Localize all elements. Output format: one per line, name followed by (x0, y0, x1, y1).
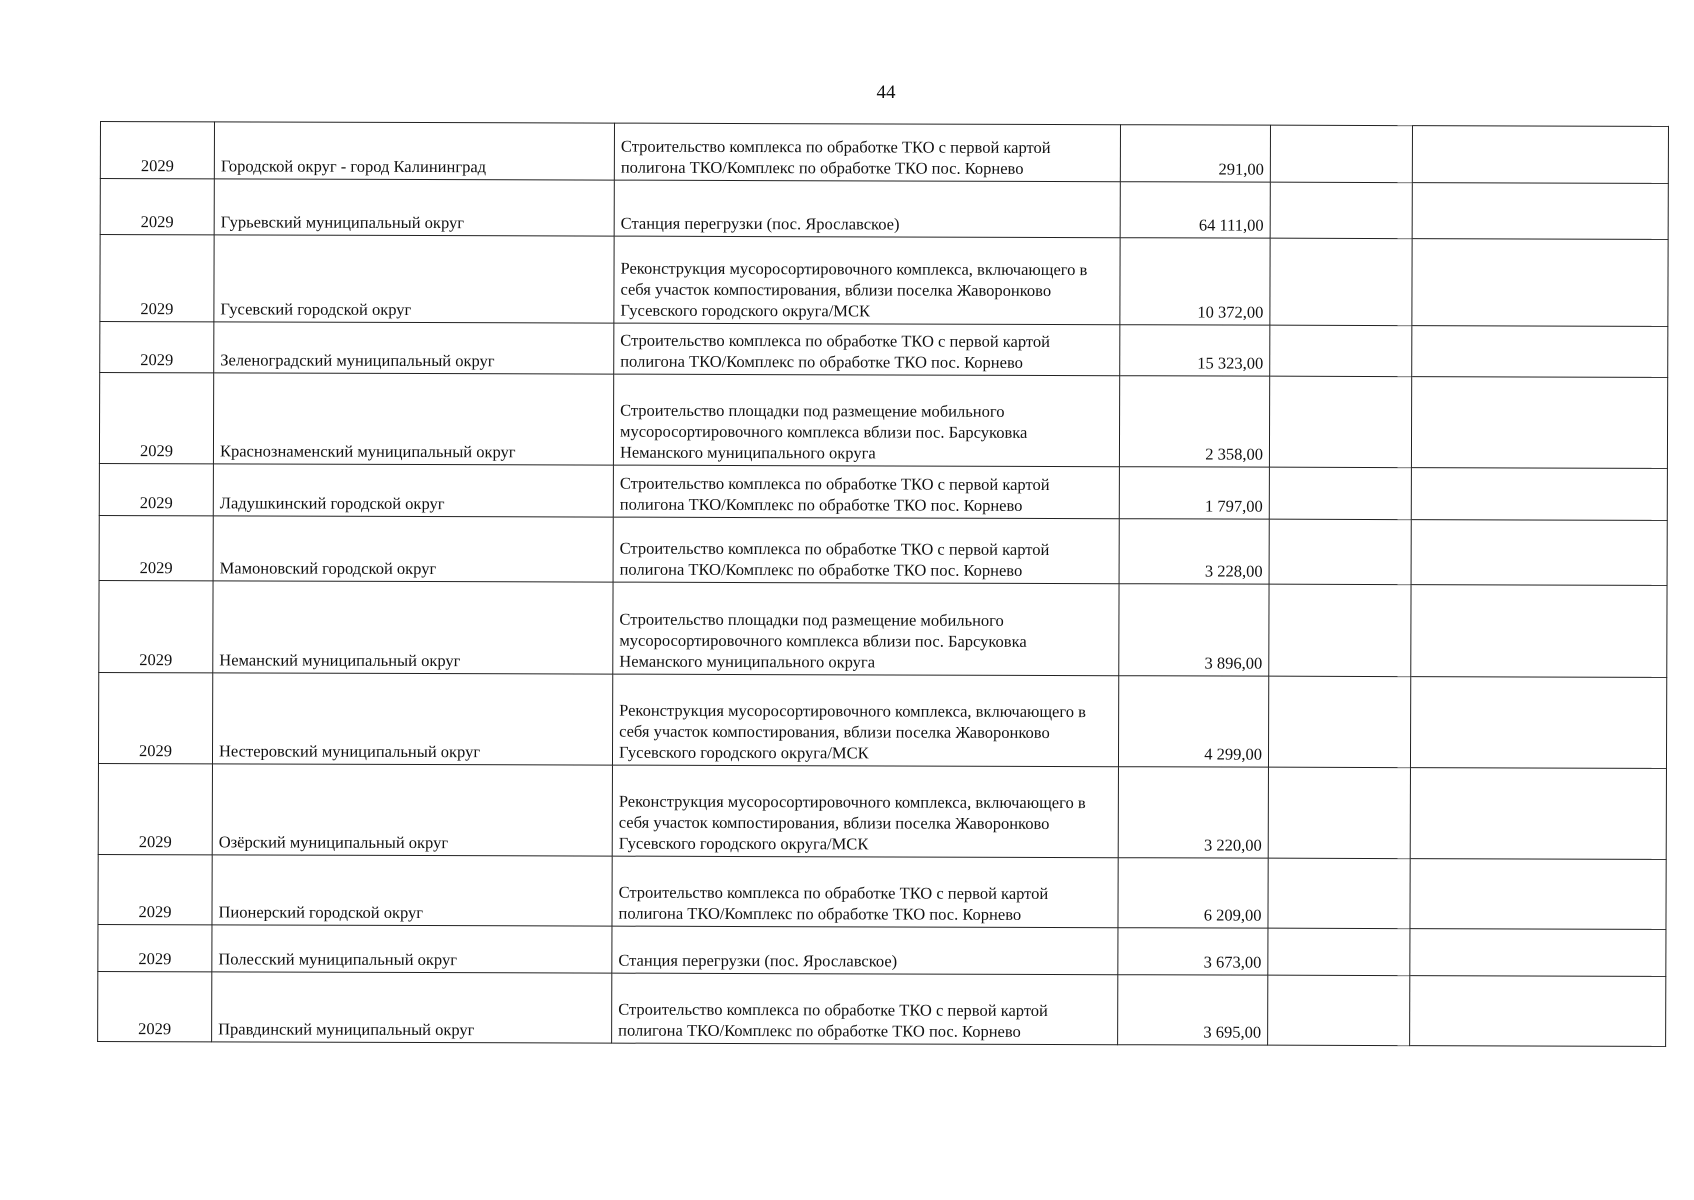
table-row (98, 672, 1666, 768)
object-cell: Реконструкция мусоросортировочного комплекса, включающего в себя участок компостирования, вблизи поселка Жаворонково Гусевского городского округа/МСК (612, 674, 1118, 767)
amount-cell: 3 220,00 (1118, 767, 1268, 858)
empty-cell (1410, 859, 1666, 930)
amount-cell: 2 358,00 (1119, 376, 1269, 467)
empty-cell (1410, 929, 1666, 977)
amount-cell: 10 372,00 (1120, 238, 1270, 325)
amount-cell: 291,00 (1120, 125, 1270, 182)
amount-cell: 4 299,00 (1118, 676, 1268, 767)
table-row (100, 235, 1668, 327)
empty-cell (1270, 325, 1412, 376)
municipality-cell: Краснознаменский муниципальный округ (213, 373, 613, 465)
empty-cell (1269, 584, 1411, 676)
empty-cell (1269, 376, 1411, 467)
year-cell: 2029 (100, 322, 214, 373)
amount-cell: 3 673,00 (1118, 928, 1268, 975)
empty-cell (1269, 519, 1411, 584)
amount-cell: 6 209,00 (1118, 858, 1268, 928)
municipality-cell: Нестеровский муниципальный округ (212, 673, 612, 765)
municipality-cell: Ладушкинский городской округ (213, 464, 613, 517)
table-row (99, 463, 1667, 520)
empty-cell (1411, 585, 1667, 678)
table-row (98, 924, 1666, 976)
year-cell: 2029 (99, 373, 213, 464)
municipality-cell: Гурьевский муниципальный округ (214, 179, 614, 236)
empty-cell (1270, 182, 1412, 238)
municipality-cell: Озёрский муниципальный округ (212, 764, 612, 856)
year-cell: 2029 (98, 672, 212, 763)
empty-cell (1412, 239, 1668, 327)
document-sheet (97, 121, 1668, 1047)
object-cell: Станция перегрузки (пос. Ярославское) (612, 926, 1118, 975)
object-cell: Строительство комплекса по обработке ТКО с первой картой полигона ТКО/Комплекс по обработке ТКО пос. Корнево (612, 856, 1118, 928)
object-cell: Реконструкция мусоросортировочного комплекса, включающего в себя участок компостирования, вблизи поселка Жаворонково Гусевского городского округа/МСК (614, 236, 1120, 325)
empty-cell (1411, 468, 1667, 521)
municipality-cell: Зеленоградский муниципальный округ (214, 322, 614, 374)
year-cell: 2029 (98, 971, 212, 1041)
object-cell: Строительство площадки под размещение мобильного мусоросортировочного комплекса вблизи пос. Барсуковка Неманского муниципального округа (613, 582, 1119, 676)
year-cell: 2029 (98, 763, 212, 854)
table-row (100, 179, 1668, 240)
empty-cell (1268, 858, 1410, 928)
empty-cell (1268, 928, 1410, 975)
municipality-cell: Правдинский муниципальный округ (212, 972, 612, 1043)
empty-cell (1268, 676, 1410, 767)
object-cell: Реконструкция мусоросортировочного комплекса, включающего в себя участок компостирования, вблизи поселка Жаворонково Гусевского городского округа/МСК (612, 765, 1118, 858)
amount-cell: 3 695,00 (1118, 975, 1268, 1045)
year-cell: 2029 (100, 179, 214, 235)
year-cell: 2029 (99, 463, 213, 515)
table-row (98, 971, 1666, 1046)
object-cell: Строительство комплекса по обработке ТКО с первой картой полигона ТКО/Комплекс по обработке ТКО пос. Корнево (614, 323, 1120, 376)
year-cell: 2029 (99, 515, 213, 580)
municipality-cell: Неманский муниципальный округ (213, 581, 613, 674)
empty-cell (1412, 183, 1668, 240)
empty-cell (1268, 767, 1410, 858)
object-cell: Станция перегрузки (пос. Ярославское) (614, 180, 1120, 238)
empty-cell (1411, 377, 1667, 469)
empty-cell (1412, 326, 1668, 378)
municipality-cell: Мамоновский городской округ (213, 516, 613, 582)
amount-cell: 3 228,00 (1119, 519, 1269, 584)
investment-table (97, 121, 1669, 1047)
object-cell: Строительство комплекса по обработке ТКО с первой картой полигона ТКО/Комплекс по обработке ТКО пос. Корнево (613, 517, 1119, 584)
table-row (100, 122, 1668, 184)
year-cell: 2029 (98, 924, 212, 971)
object-cell: Строительство площадки под размещение мобильного мусоросортировочного комплекса вблизи пос. Барсуковка Неманского муниципального округа (613, 374, 1119, 467)
page-number: 44 (876, 82, 896, 103)
object-cell: Строительство комплекса по обработке ТКО с первой картой полигона ТКО/Комплекс по обработке ТКО пос. Корнево (613, 465, 1119, 519)
amount-cell: 64 111,00 (1120, 182, 1270, 238)
empty-cell (1410, 976, 1666, 1047)
table-row (99, 515, 1667, 585)
municipality-cell: Пионерский городской округ (212, 855, 612, 926)
municipality-cell: Городской округ - город Калининград (214, 122, 614, 180)
municipality-cell: Гусевский городской округ (214, 235, 614, 323)
empty-cell (1270, 238, 1412, 325)
object-cell: Строительство комплекса по обработке ТКО с первой картой полигона ТКО/Комплекс по обработке ТКО пос. Корнево (614, 123, 1120, 182)
table-row (99, 373, 1667, 469)
year-cell: 2029 (100, 122, 214, 179)
table-row (98, 763, 1666, 859)
empty-cell (1411, 520, 1667, 586)
amount-cell: 1 797,00 (1119, 467, 1269, 519)
year-cell: 2029 (100, 235, 214, 322)
amount-cell: 3 896,00 (1119, 584, 1269, 676)
object-cell: Строительство комплекса по обработке ТКО с первой картой полигона ТКО/Комплекс по обработке ТКО пос. Корнево (612, 973, 1118, 1045)
empty-cell (1269, 467, 1411, 519)
empty-cell (1270, 125, 1412, 182)
empty-cell (1410, 768, 1666, 860)
amount-cell: 15 323,00 (1120, 325, 1270, 376)
year-cell: 2029 (99, 580, 213, 672)
table-row (99, 580, 1667, 677)
municipality-cell: Полесский муниципальный округ (212, 925, 612, 973)
table-row (98, 854, 1666, 929)
empty-cell (1410, 677, 1666, 769)
empty-cell (1268, 975, 1410, 1045)
year-cell: 2029 (98, 854, 212, 924)
empty-cell (1412, 126, 1668, 184)
table-row (100, 322, 1668, 378)
